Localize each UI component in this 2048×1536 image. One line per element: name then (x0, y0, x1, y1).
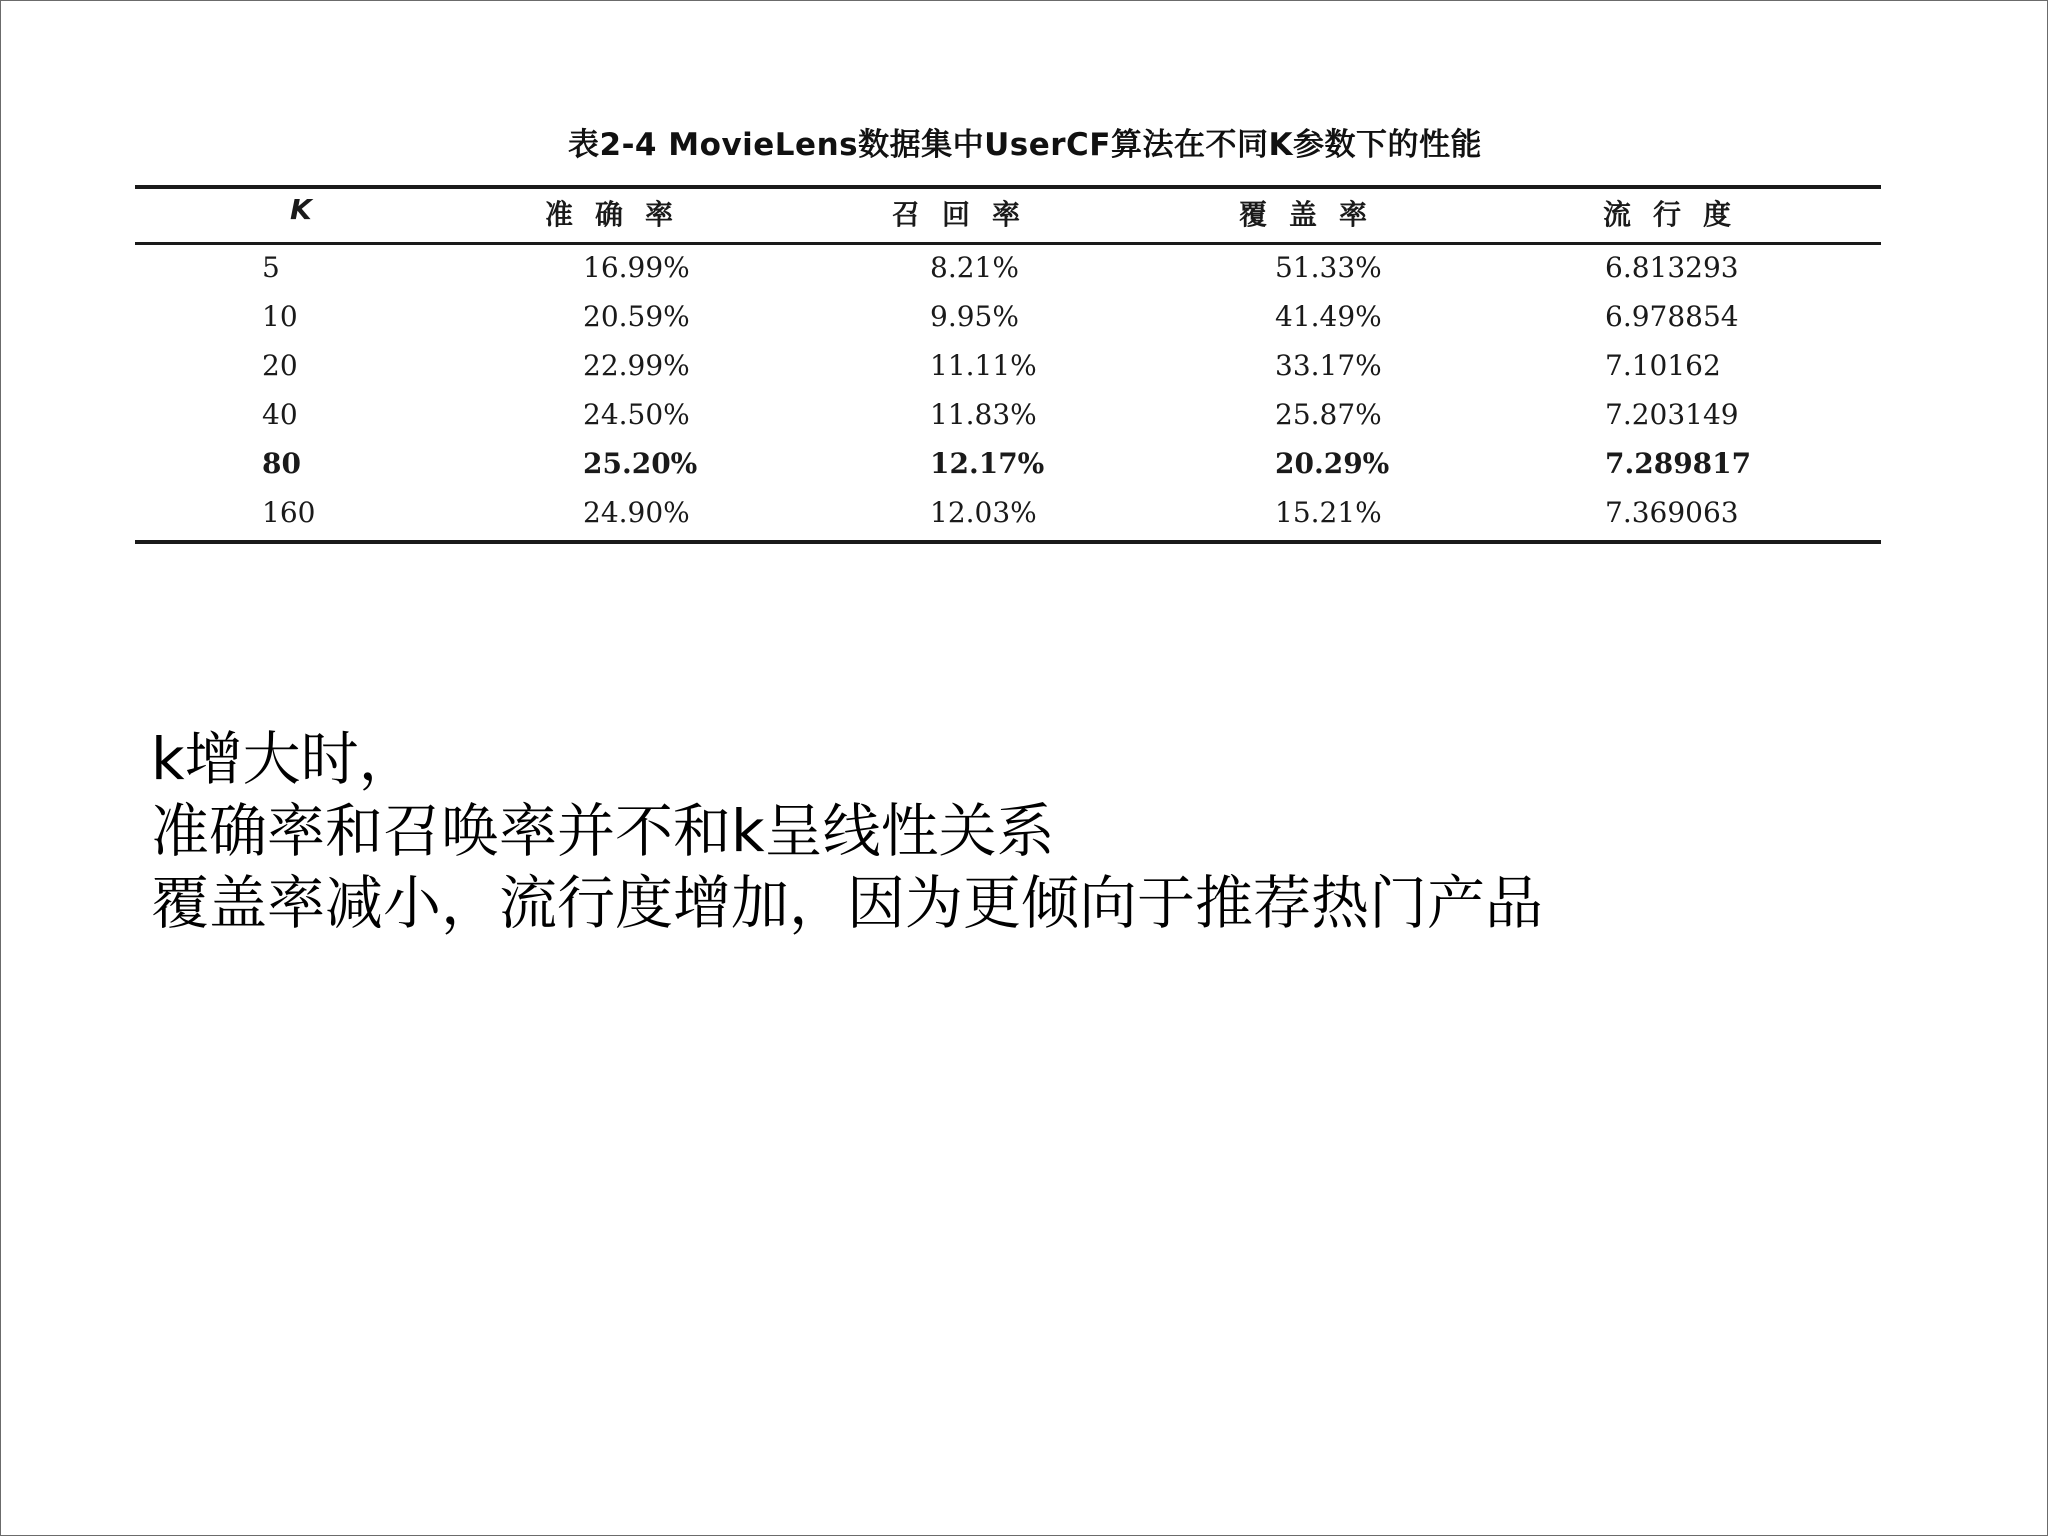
table-header-rule (135, 242, 1881, 245)
table-bottom-rule (135, 540, 1881, 544)
cell-popularity: 7.289817 (1605, 447, 1752, 480)
cell-precision: 25.20% (583, 447, 698, 480)
header-recall: 召回率 (892, 198, 1043, 231)
cell-precision: 24.50% (583, 398, 690, 431)
table-row (135, 398, 1881, 444)
cell-recall: 12.03% (930, 496, 1037, 529)
cell-coverage: 25.87% (1275, 398, 1382, 431)
cell-k: 10 (262, 300, 298, 333)
cell-popularity: 7.369063 (1605, 496, 1739, 529)
table-header-row (135, 193, 1881, 239)
cell-k: 80 (262, 447, 301, 480)
table-row (135, 496, 1881, 542)
cell-recall: 11.83% (930, 398, 1037, 431)
cell-precision: 16.99% (583, 251, 690, 284)
notes-text-block (151, 723, 1951, 939)
cell-k: 5 (262, 251, 280, 284)
cell-k: 40 (262, 398, 298, 431)
cell-precision: 20.59% (583, 300, 690, 333)
table-row (135, 349, 1881, 395)
cell-recall: 11.11% (930, 349, 1037, 382)
cell-popularity: 7.10162 (1605, 349, 1721, 382)
table-row (135, 300, 1881, 346)
note-line-1: k增大时， (151, 725, 417, 793)
cell-coverage: 15.21% (1275, 496, 1382, 529)
cell-coverage: 41.49% (1275, 300, 1382, 333)
cell-coverage: 20.29% (1275, 447, 1390, 480)
cell-coverage: 51.33% (1275, 251, 1382, 284)
cell-popularity: 7.203149 (1605, 398, 1739, 431)
header-coverage: 覆盖率 (1239, 198, 1390, 231)
cell-recall: 12.17% (930, 447, 1045, 480)
table-caption: 表2-4 MovieLens数据集中UserCF算法在不同K参数下的性能 (568, 127, 1482, 163)
note-line-3: 覆盖率减小，流行度增加，因为更倾向于推荐热门产品 (151, 869, 1544, 937)
cell-precision: 22.99% (583, 349, 690, 382)
header-k: K (290, 193, 312, 226)
header-popularity: 流行度 (1603, 198, 1754, 231)
table-row (135, 251, 1881, 297)
table-row-highlighted (135, 447, 1881, 493)
header-precision: 准确率 (545, 198, 696, 231)
cell-recall: 8.21% (930, 251, 1019, 284)
cell-k: 160 (262, 496, 316, 529)
cell-coverage: 33.17% (1275, 349, 1382, 382)
cell-recall: 9.95% (930, 300, 1019, 333)
note-line-2: 准确率和召唤率并不和k呈线性关系 (151, 797, 1055, 865)
cell-popularity: 6.813293 (1605, 251, 1739, 284)
table-top-rule (135, 185, 1881, 189)
cell-popularity: 6.978854 (1605, 300, 1739, 333)
cell-precision: 24.90% (583, 496, 690, 529)
cell-k: 20 (262, 349, 298, 382)
